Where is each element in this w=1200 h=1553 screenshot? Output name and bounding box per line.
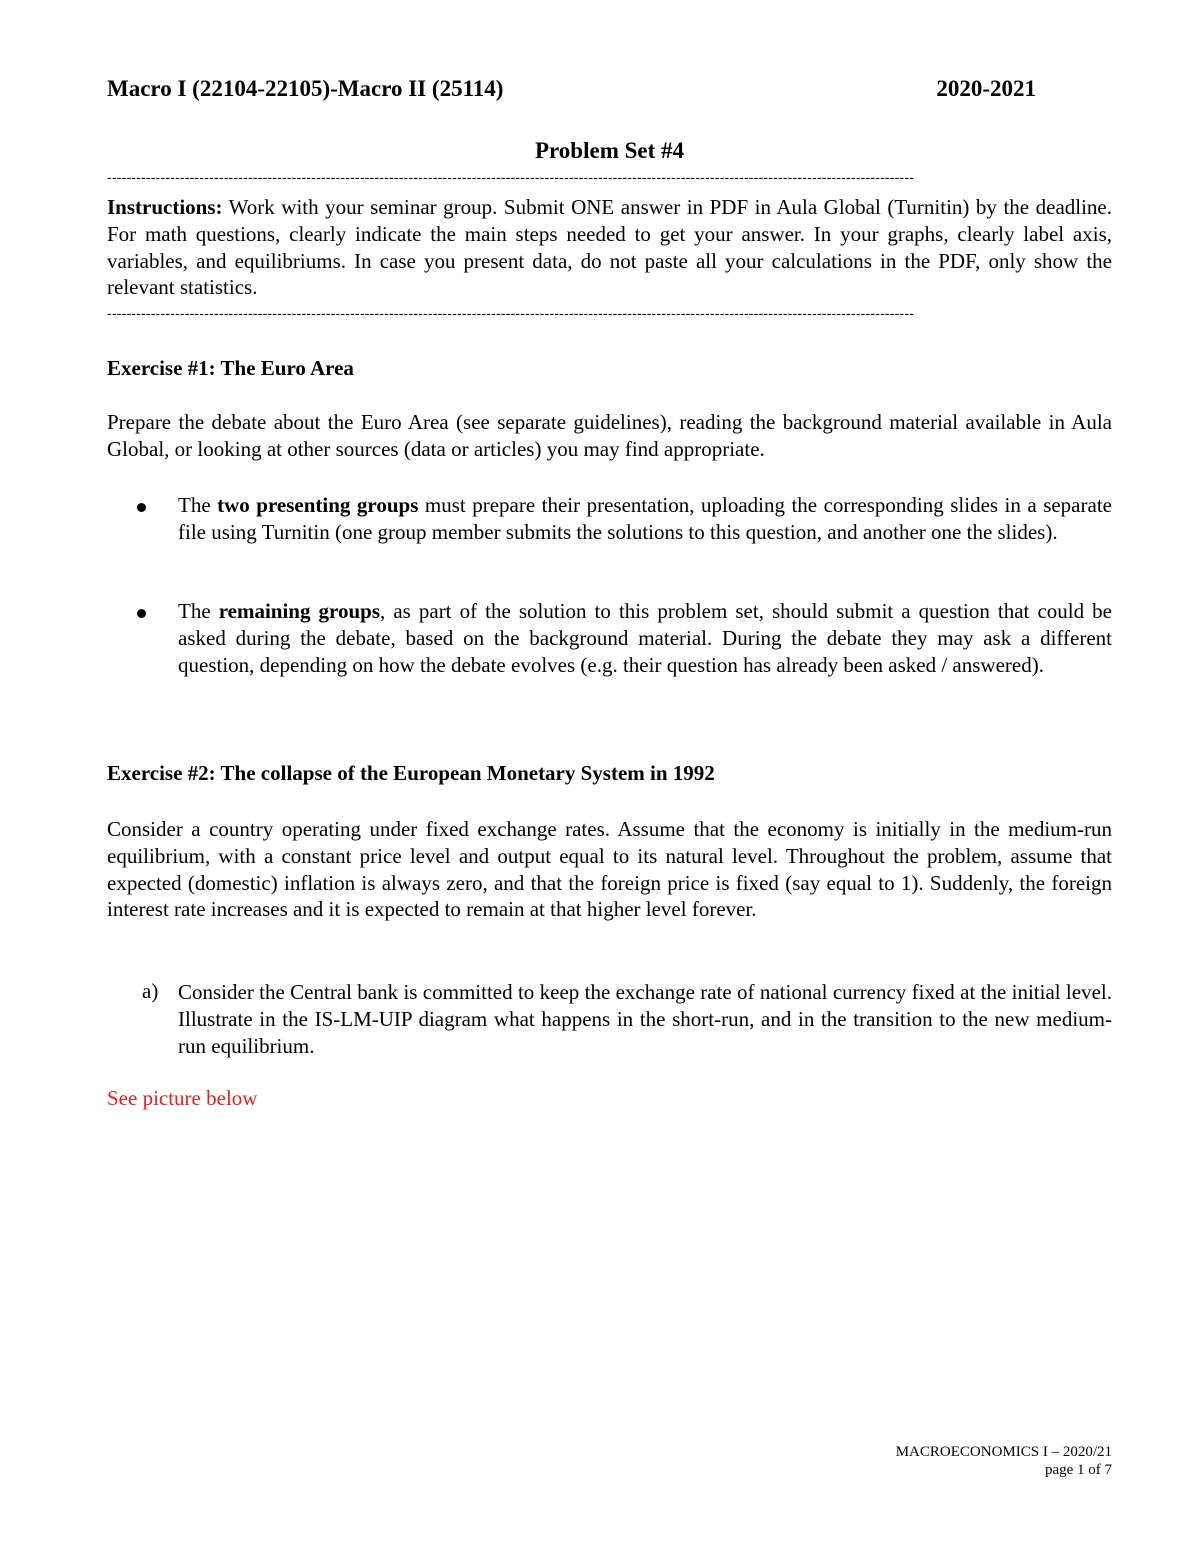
academic-year: 2020-2021	[936, 76, 1036, 101]
divider-bottom: ----------------------------------------------------------------------------------------------------------------------------------------------------------------------	[107, 306, 915, 320]
exercise-1-intro: Prepare the debate about the Euro Area (see separate guidelines), reading the background material available in Aula Global, or looking at other sources (data or articles) you may find appropriate.	[107, 410, 1112, 461]
emphasis: remaining groups	[218, 599, 381, 623]
course-title: Macro I (22104-22105)-Macro II (25114)	[107, 76, 504, 101]
bullet-icon	[137, 503, 146, 512]
instructions-label: Instructions:	[107, 195, 223, 219]
page-footer	[896, 1443, 1112, 1479]
instructions-paragraph	[107, 194, 1112, 301]
emphasis: two presenting groups	[217, 493, 419, 517]
list-item-text: The remaining groups, as part of the solution to this problem set, should submit a question that could be asked during the debate, based on the background material. During the debate they may ask a different question, depending on how the debate evolves (e.g. their question has already been asked / answered).	[178, 599, 1112, 677]
bullet-icon	[137, 609, 146, 618]
page-title: Problem Set #4	[534, 138, 685, 163]
divider-top: ----------------------------------------------------------------------------------------------------------------------------------------------------------------------	[107, 170, 915, 184]
question-a-text: Consider the Central bank is committed to keep the exchange rate of national currency fixed at the initial level. Illustrate in the IS-LM-UIP diagram what happens in the short-run, and in the transition to the new medium-run equilibrium.	[178, 980, 1112, 1058]
footer-course: MACROECONOMICS I – 2020/21	[895, 1444, 1112, 1460]
list-item-text: The two presenting groups must prepare their presentation, uploading the corresponding slides in a separate file using Turnitin (one group member submits the solutions to this question, and another one the slides).	[178, 493, 1112, 544]
answer-note: See picture below	[107, 1086, 258, 1110]
exercise-2-heading: Exercise #2: The collapse of the European Monetary System in 1992	[107, 761, 715, 785]
exercise-1-heading: Exercise #1: The Euro Area	[107, 356, 354, 380]
question-a-label: a)	[142, 979, 159, 1003]
exercise-2-intro: Consider a country operating under fixed exchange rates. Assume that the economy is initially in the medium-run equilibrium, with a constant price level and output equal to its natural level. Throughout the problem, assume that expected (domestic) inflation is always zero, and that the foreign price is fixed (say equal to 1). Suddenly, the foreign interest rate increases and it is expected to remain at that higher level forever.	[107, 817, 1112, 922]
page-number: page 1 of 7	[1044, 1462, 1112, 1478]
instructions-text: Work with your seminar group. Submit ONE answer in PDF in Aula Global (Turnitin) by the deadline. For math questions, clearly indicate the main steps needed to get your answer. In your graphs, clearly label axis, variables, and equilibriums. In case you present data, do not paste all your calculations in the PDF, only show the relevant statistics.	[107, 195, 1112, 300]
